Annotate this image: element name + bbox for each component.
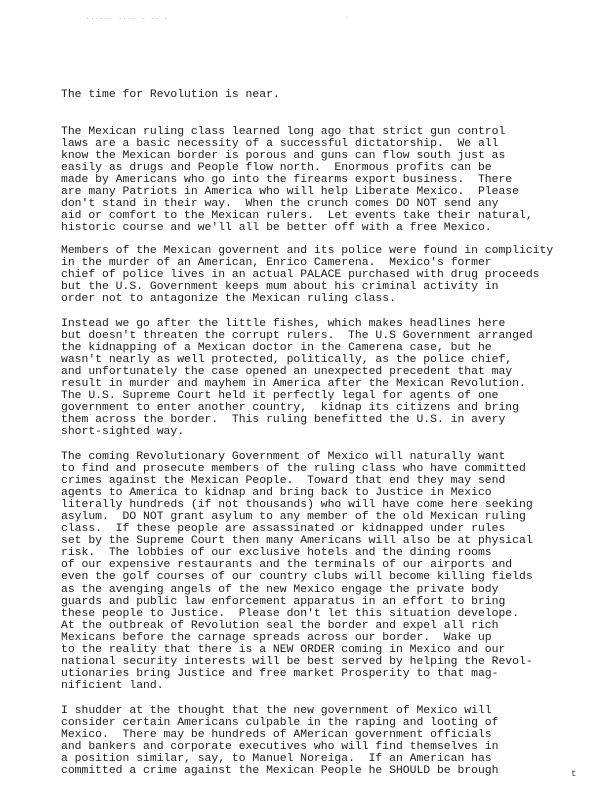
text-line: a position similar, say, to Manuel Noreiga. If an American has [61,753,492,766]
text-line: asylum. DO NOT grant asylum to any member of the old Mexican ruling [61,511,526,524]
text-line: chief of police lives in an actual PALACE purchased with drug proceeds [61,269,540,282]
text-line: class. If these people are assassinated or kidnapped under rules [61,523,506,536]
text-line: of our expensive restaurants and the terminals of our airports and [61,559,513,572]
text-line: literally hundreds (if not thousands) who will have come here seeking [61,499,533,512]
text-line: national security interests will be best served by helping the Revol- [61,655,533,668]
text-line: Mexicans before the carnage spreads across our border. Wake up [61,631,492,644]
text-line: historic course and we'll all be better off with a free Mexico. [61,222,492,235]
paragraph-camerena [61,245,553,305]
paragraph-gun-control [61,126,533,234]
paragraph-revolutionary-government [61,451,533,692]
text-line: the kidnapping of a Mexican doctor in the Camerena case, but he [61,342,492,355]
text-line: Instead we go after the little fishes, which makes headlines here [61,318,506,330]
text-line: to find and prosecute members of the ruling class who have committed [61,463,526,476]
text-line: and unfortunately the case opened an unexpected precedent that may [61,366,513,379]
page-title: The time for Revolution is near. [61,89,280,101]
text-line: The coming Revolutionary Government of Mexico will naturally want [61,451,506,463]
text-line: The Mexican ruling class learned long ago that strict gun control [61,126,506,138]
text-line: crimes against the Mexican People. Toward that end they may send [61,475,506,488]
text-line: wasn't nearly as well protected, politically, as the police chief, [61,354,513,367]
text-line: short-sighted way. [61,426,185,439]
text-line: easily as drugs and People flow north. Enormous profits can be [61,162,492,175]
text-line: don't stand in their way. When the crunch comes DO NOT send any [61,198,499,211]
stray-mark: · [345,14,349,21]
text-line: in the murder of an American, Enrico Camerena. Mexico's former [61,257,492,270]
text-line: aid or comfort to the Mexican rulers. Let events take their natural, [61,210,533,223]
text-line: them across the border. This ruling benefitted the U.S. in avery [61,414,506,427]
text-line: committed a crime against the Mexican People he SHOULD be brough [61,765,499,778]
paragraph-culpable-americans [61,705,498,777]
text-line: know the Mexican border is porous and guns can flow south just as [61,150,506,163]
text-line: are many Patriots in America who will help Liberate Mexico. Please [61,186,519,199]
text-line: At the outbreak of Revolution seal the border and expel all rich [61,619,499,632]
text-line: laws are a basic necessity of a successful dictatorship. We all [61,138,499,151]
text-line: nificient land. [61,679,164,692]
text-line: and bankers and corporate executives who will find themselves in [61,741,499,754]
text-line: The U.S. Supreme Court held it perfectly legal for agents of one [61,390,499,403]
text-line: government to enter another country, kidnap its citizens and bring [61,402,519,415]
text-line: order not to antagonize the Mexican ruling class. [61,293,396,306]
text-line: agents to America to kidnap and bring back to Justice in Mexico [61,487,492,500]
text-line: risk. The lobbies of our exclusive hotels and the dining rooms [61,547,492,560]
header-marks: ...... .... . .. . [86,14,169,21]
text-line: I shudder at the thought that the new government of Mexico will [61,705,492,717]
text-line: Mexico. There may be hundreds of AMerican government officials [61,729,492,742]
text-line: these people to Justice. Please don't let this situation develope. [61,607,519,620]
text-line: to the reality that there is a NEW ORDER coming in Mexico and our [61,643,506,656]
text-line: even the golf courses of our country clubs will become killing fields [61,571,533,584]
text-line: Members of the Mexican governent and its police were found in complicity [61,245,554,257]
text-line: but doesn't threaten the corrupt rulers. The U.S Government arranged [61,330,533,343]
text-line: result in murder and mayhem in America after the Mexican Revolution. [61,378,526,391]
text-line: set by the Supreme Court then many Americans will also be at physical [61,535,533,548]
text-line: guards and public law enforcement apparatus in an effort to bring [61,595,506,608]
text-line: utionaries bring Justice and free market Prosperity to that mag- [61,667,499,680]
text-line: made by Americans who go into the firearms export business. There [61,174,513,187]
paragraph-kidnapping [61,318,533,438]
text-line: as the avenging angels of the new Mexico engage the private body [61,583,499,596]
trailing-mark: t [571,769,577,779]
text-line: but the U.S. Government keeps mum about his criminal activity in [61,281,499,294]
text-line: consider certain Americans culpable in the raping and looting of [61,717,499,730]
